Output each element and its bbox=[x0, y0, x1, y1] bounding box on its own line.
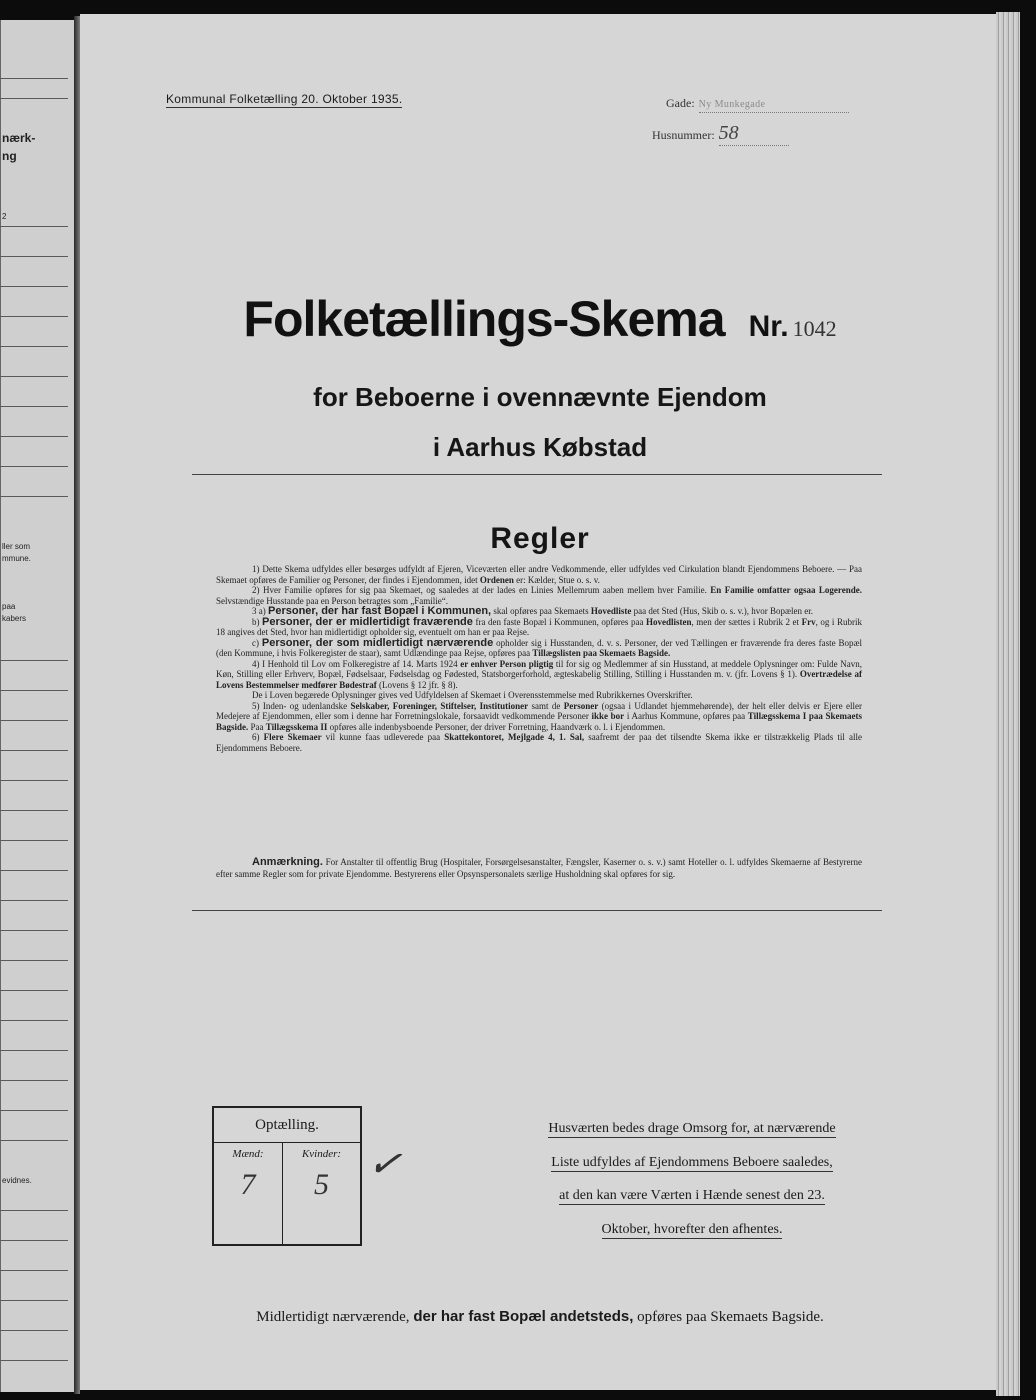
notice-line: Liste udfyldes af Ejendommens Beboere saaledes, bbox=[551, 1154, 833, 1170]
tally-men-column bbox=[214, 1142, 283, 1246]
notice-line: Husværten bedes drage Omsorg for, at nærværende bbox=[548, 1121, 836, 1136]
left-page-line bbox=[0, 780, 68, 781]
left-page-line bbox=[0, 810, 68, 811]
footer-part: opføres paa Skemaets Bagside. bbox=[633, 1309, 824, 1325]
tally-men-label: Mænd: bbox=[232, 1148, 264, 1160]
rule-6: 6) Flere Skemaer vil kunne faas udleverede paa Skattekontoret, Mejlgade 4, 1. Sal, saafremt der paa det tilsendte Skema ikke er tilstrækkelig Plads til alle Ejendommens Beboere. bbox=[216, 732, 863, 753]
house-number-label: Husnummer: bbox=[652, 128, 715, 142]
left-page-line bbox=[0, 750, 68, 751]
left-page-fragment: 2 bbox=[2, 212, 7, 221]
house-number-value: 58 bbox=[718, 122, 739, 144]
left-page-line bbox=[0, 1330, 68, 1331]
left-page-line bbox=[0, 930, 68, 931]
left-page-line bbox=[0, 660, 68, 661]
rule-2: 2) Hver Familie opføres for sig paa Skemaet, og saaledes at der lades en Linies Mellemrum aaben mellem hver Familie. En Familie omfatter ogsaa Logerende. Selvstændige Husstande paa en Person betragtes som „Familie“. bbox=[216, 585, 862, 606]
rule-3a: 3 a) Personer, der har fast Bopæl i Kommunen, skal opføres paa Skemaets Hovedliste paa det Sted (Hus, Skib o. s. v.), hvor Bopælen er. bbox=[252, 605, 813, 617]
landlord-notice bbox=[516, 1112, 868, 1246]
street-field bbox=[699, 94, 849, 113]
form-title bbox=[80, 290, 1000, 348]
tally-heading: Optælling. bbox=[214, 1108, 360, 1143]
left-page-line bbox=[0, 466, 68, 467]
form-number-label: Nr. bbox=[748, 310, 789, 343]
form-title-main: Folketællings-Skema bbox=[243, 291, 725, 347]
rule-3b: b) Personer, der er midlertidigt fraværende fra den faste Bopæl i Kommunen, opføres paa Hovedlisten, men der sættes i Rubrik 2 et Frv, og i Rubrik 18 angives det Sted, hvor han midlertidigt opholder sig, eventuelt om han er paa Rejse. bbox=[216, 615, 862, 637]
left-page-line bbox=[0, 870, 68, 871]
tally-women-value: 5 bbox=[314, 1168, 329, 1201]
left-page-line bbox=[0, 1360, 68, 1361]
rule-5: 5) Inden- og udenlandske Selskaber, Foreninger, Stiftelser, Institutioner samt de Personer (ogsaa i Udlandet hjemmehørende), der helt eller delvis er Ejere eller Medejere af Ejendommen, eller som i denne har Forretningslokale, forsaavidt vedkommende Personer ikke bor i Aarhus Kommune, opføres paa Tillægsskema I paa Skemaets Bagside. Paa Tillægsskema II opføres alle indenbysboende Personer, der driver Forretning, Haandværk o. l. i Ejendommen. bbox=[216, 700, 862, 732]
note-heading: Anmærkning. bbox=[252, 856, 323, 868]
left-page-line bbox=[0, 496, 68, 497]
house-number-row bbox=[652, 122, 789, 146]
page-edges bbox=[996, 12, 1020, 1396]
notice-line: Oktober, hvorefter den afhentes. bbox=[601, 1221, 783, 1237]
left-page-fragment: ller som bbox=[2, 542, 31, 551]
left-page-fragment: kabers bbox=[2, 614, 27, 623]
street-value: Ny Munkegade bbox=[698, 99, 766, 110]
left-page-line bbox=[0, 98, 68, 99]
tally-box bbox=[212, 1106, 362, 1246]
left-page-line bbox=[0, 1140, 68, 1141]
rule-1: 1) Dette Skema udfyldes eller besørges udfyldt af Ejeren, Viceværten eller andre Vedkommende, eller udfyldes ved Cirkulation blandt Ejendommens Beboere. — Paa Skemaet opføres de Familier og Personer, der findes i Ejendommen, idet Ordenen er: Kælder, Stue o. s. v. bbox=[216, 564, 862, 585]
left-page-line bbox=[0, 1240, 68, 1241]
street-row bbox=[666, 94, 849, 113]
notice-line: at den kan være Værten i Hænde senest den 23. bbox=[559, 1188, 825, 1203]
left-page-line bbox=[0, 1210, 68, 1211]
note-text bbox=[216, 856, 862, 880]
footer-part: Midlertidigt nærværende, bbox=[256, 1309, 414, 1325]
left-page-line bbox=[0, 1020, 68, 1021]
left-page-line bbox=[0, 840, 68, 841]
divider-bottom bbox=[192, 910, 882, 911]
left-page-line bbox=[0, 436, 68, 437]
footer-part-bold: der har fast Bopæl andetsteds, bbox=[413, 1308, 634, 1325]
divider-top bbox=[192, 474, 882, 475]
rule-4: 4) I Henhold til Lov om Folkeregistre af 14. Marts 1924 er enhver Person pligtig til for sig og Medlemmer af sin Husstand, at meddele Oplysninger om: Fulde Navn, Køn, Stilling eller Erhverv, Bopæl, Fødselsaar, Fødselsdag og Fødested, Statsborgerforhold, ægteskabelig Stilling, Stilling i Husstanden m. v. (jfr. Lovens § 1). Overtrædelse af Lovens Bestemmelser medfører Bødestraf (Lovens § 12 jfr. § 8). bbox=[216, 658, 862, 690]
left-page-line bbox=[0, 1300, 68, 1301]
rules-heading: Regler bbox=[490, 522, 590, 555]
left-page-line bbox=[0, 286, 68, 287]
left-page-line bbox=[0, 316, 68, 317]
left-page-line bbox=[0, 1110, 68, 1111]
left-page-line bbox=[0, 900, 68, 901]
tally-women-column bbox=[283, 1142, 360, 1246]
census-form-page bbox=[80, 14, 1000, 1390]
house-number-field bbox=[719, 122, 789, 146]
left-page-line bbox=[0, 960, 68, 961]
left-page-line bbox=[0, 1270, 68, 1271]
footer-note bbox=[80, 1308, 1000, 1326]
left-page-line bbox=[0, 690, 68, 691]
form-subtitle-line1: for Beboerne i ovennævnte Ejendom bbox=[313, 382, 767, 412]
rule-3c: c) Personer, der som midlertidigt nærværende opholder sig i Husstanden, d. v. s. Personer, der ved Tællingen er fraværende fra deres faste Bopæl (den Kommune, i hvis Folkeregister de staar), samt Udlændinge paa Rejse, opføres paa Tillægslisten paa Skemaets Bagside. bbox=[216, 636, 862, 658]
left-page-fragment: ng bbox=[2, 149, 17, 163]
left-page-line bbox=[0, 226, 68, 227]
left-page-line bbox=[0, 1080, 68, 1081]
left-page-line bbox=[0, 256, 68, 257]
left-page-line bbox=[0, 720, 68, 721]
check-mark-icon: ✓ bbox=[365, 1138, 405, 1189]
left-facing-page bbox=[0, 20, 75, 1392]
street-label: Gade: bbox=[666, 96, 695, 110]
note-body: For Anstalter til offentlig Brug (Hospitaler, Forsørgelsesanstalter, Fængsler, Kaserner o. s. v.) samt Hoteller o. l. udfyldes Skemaerne af Bestyrerne efter samme Regler som for private Ejendomme. Bestyrerens eller Opsynspersonalets særlige Husholdning skal opføres for sig. bbox=[216, 857, 862, 879]
rule-4-continued: De i Loven begærede Oplysninger gives ved Udfyldelsen af Skemaet i Overensstemmelse med Rubrikkernes Overskrifter. bbox=[252, 690, 693, 700]
rules-text bbox=[216, 564, 862, 753]
form-number-value: 1042 bbox=[792, 316, 837, 341]
left-page-fragment: nærk- bbox=[2, 131, 36, 145]
left-page-fragment: paa bbox=[2, 602, 16, 611]
left-page-line bbox=[0, 78, 68, 79]
tally-men-value: 7 bbox=[240, 1168, 256, 1201]
tally-women-label: Kvinder: bbox=[301, 1148, 342, 1160]
left-page-line bbox=[0, 406, 68, 407]
census-label: Kommunal Folketælling 20. Oktober 1935. bbox=[166, 92, 403, 106]
left-page-line bbox=[0, 376, 68, 377]
form-subtitle-line2: i Aarhus Købstad bbox=[432, 432, 648, 462]
left-page-fragment: mmune. bbox=[2, 554, 31, 563]
left-page-fragment: evidnes. bbox=[2, 1176, 32, 1185]
left-page-line bbox=[0, 346, 68, 347]
left-page-line bbox=[0, 990, 68, 991]
left-page-line bbox=[0, 1050, 68, 1051]
